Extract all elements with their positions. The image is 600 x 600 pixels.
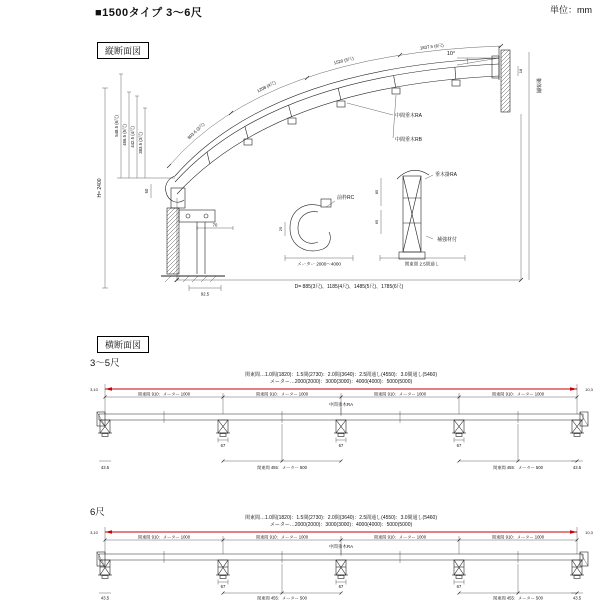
mid-rafter-callouts xyxy=(347,95,396,138)
span-dim-lines xyxy=(104,527,579,556)
mid-rafter-b-label: 中間垂木RB xyxy=(395,137,422,143)
post-hatch xyxy=(167,208,179,274)
mid-rafter-callout: 中間垂木RA xyxy=(328,402,354,407)
span-label: 関東間 910：メーター 1000 xyxy=(373,534,427,540)
end-offset-dim: 43.5 xyxy=(100,465,110,470)
horizontal-section-label: 横断面図 xyxy=(97,336,149,353)
rafter-width-dim: 67 xyxy=(220,584,226,589)
sub-label-3-5: 3〜5尺 xyxy=(90,358,120,369)
corner-dim-right: 10,3 xyxy=(585,530,593,535)
arrow-left-icon xyxy=(105,387,112,391)
wall-attachment xyxy=(492,46,529,280)
corner-dim-right: 10,3 xyxy=(585,387,593,392)
slope-dim-5shaku: 1520 (5尺) xyxy=(333,55,355,66)
height-dim-4shaku: 442.5 (4尺) xyxy=(130,126,135,148)
corner-dim-left: 3,10 xyxy=(90,530,98,535)
half-span-label: 関東間 455：メーター 500 xyxy=(493,465,543,470)
width-meter-dims: メーター…2000(2000)：3000(3000)：4000(4000)：5000(5000) xyxy=(269,522,413,528)
span-label: 関東間 910：メーター 1000 xyxy=(137,391,191,397)
span-label: 関東間 910：メーター 1000 xyxy=(137,534,191,540)
angle-value: 10° xyxy=(446,51,456,57)
vertical-section-label: 縦断面図 xyxy=(97,42,149,59)
span-label: 関東間 910：メーター 1000 xyxy=(491,391,545,397)
roof-panel xyxy=(97,551,588,566)
rafter-width-dim: 67 xyxy=(220,443,226,448)
roof-panel xyxy=(97,411,588,426)
cross-section-3-5 xyxy=(85,368,600,480)
dim-70: 70 xyxy=(212,222,218,228)
end-offset-dim: 43.5 xyxy=(100,595,110,600)
dim-85: 85 xyxy=(374,189,379,195)
width-kanto-dims: 関東間…1.0間(1820)：1.5間(2730)：2.0間(3640)：2.5間通し(4550)：3.0間通し(5460) xyxy=(244,372,438,378)
post-dims xyxy=(151,184,233,291)
wall-side-label: 躯体側 xyxy=(535,78,541,94)
height-dim-5shaku: 456.5 (5尺) xyxy=(122,124,127,146)
reinforce-label: 補強材付 xyxy=(437,237,458,243)
span-label: 関東間 910：メーター 1000 xyxy=(491,534,545,540)
height-dim-6shaku: 548.5 (6尺) xyxy=(114,115,119,137)
mid-rafter-a-label: 中間垂木RA xyxy=(395,113,422,119)
span-label: 関東間 910：メーター 1000 xyxy=(373,391,427,397)
dim-60: 60 xyxy=(144,188,149,194)
dim-92-5: 92.5 xyxy=(200,291,210,297)
corner-dim-left: 3,10 xyxy=(90,387,98,392)
front-frame-detail xyxy=(285,199,353,261)
half-span-dims xyxy=(99,564,583,595)
rafter-width-dim: 67 xyxy=(338,584,344,589)
arrow-right-icon xyxy=(570,530,577,534)
rafters xyxy=(98,560,584,579)
slope-dim-3shaku: 803.6 (3尺) xyxy=(186,121,206,141)
rafter-width-dim: 67 xyxy=(456,443,462,448)
half-span-label: 関東間 455：メーター 500 xyxy=(493,595,543,600)
half-span-label: 関東間 455：メーター 500 xyxy=(257,595,307,600)
sub-label-6: 6尺 xyxy=(90,507,105,518)
front-frame-label: 前枠RC xyxy=(337,195,355,201)
rafter-width-dim: 67 xyxy=(338,443,344,448)
cross-section-6 xyxy=(85,512,600,600)
slope-dim-6shaku: 1837.5 (6尺) xyxy=(419,42,444,51)
page-title: ■1500タイプ 3〜6尺 xyxy=(95,7,203,19)
arrow-left-icon xyxy=(105,530,112,534)
dim-25: 25 xyxy=(278,226,283,232)
width-kanto-dims: 関東間…1.0間(1820)：1.5間(2730)：2.0間(3640)：2.5間通し(4550)：3.0間通し(5460) xyxy=(244,515,438,521)
height-dim-3shaku: 383.5 (3尺) xyxy=(138,132,143,154)
mid-rafter-callout: 中間垂木RA xyxy=(328,544,354,549)
kanto-range-dim: 関東間 2.5間通し xyxy=(404,261,440,267)
rafter-width-dims xyxy=(218,438,464,443)
slope-dim-4shaku: 1208 (4尺) xyxy=(256,79,277,94)
rafters xyxy=(98,420,584,437)
span-label: 関東間 910：メーター 1000 xyxy=(255,391,309,397)
depth-dim-label: D= 885(3尺)、1185(4尺)、1485(5尺)、1785(6尺) xyxy=(294,284,404,290)
unit-note: 単位：mm xyxy=(550,5,592,15)
dim-18: 18 xyxy=(518,68,523,74)
dim-65: 65 xyxy=(374,219,379,225)
half-span-label: 関東間 455：メーター 500 xyxy=(257,465,307,470)
width-meter-dims: メーター…2000(2000)：3000(3000)：4000(4000)：5000(5000) xyxy=(269,379,413,385)
rafter-width-dim: 67 xyxy=(456,584,462,589)
overall-height-label: H= 2400 xyxy=(97,178,103,198)
arrow-right-icon xyxy=(570,387,577,391)
vertical-section-drawing xyxy=(85,38,600,333)
end-offset-dim: 43.5 xyxy=(572,465,582,470)
end-offset-dim: 43.5 xyxy=(572,595,582,600)
mid-rafter-detail xyxy=(380,170,465,261)
hanger-label: 垂木掛RA xyxy=(435,172,457,178)
span-label: 関東間 910：メーター 1000 xyxy=(255,534,309,540)
meter-range-dim: メーター 2000〜4000 xyxy=(297,261,341,267)
wall-hatch xyxy=(501,50,510,112)
